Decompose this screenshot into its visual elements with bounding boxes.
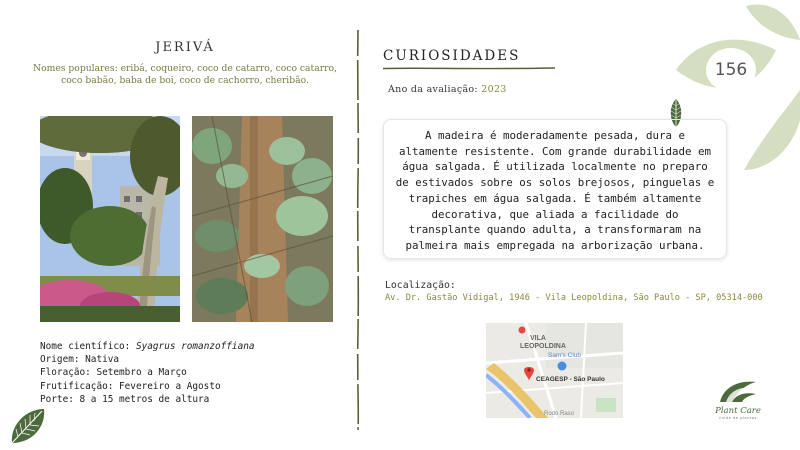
brand-tagline: cuide de plantas <box>719 416 757 420</box>
tree-photo <box>40 116 180 322</box>
title-underline <box>383 67 555 70</box>
vertical-divider <box>356 30 360 430</box>
map-marker-label: CEAGESP - São Paulo <box>536 376 605 383</box>
brand-logo <box>703 378 773 420</box>
species-facts <box>40 340 255 406</box>
flowering: Floração: Setembro a Março <box>40 367 187 379</box>
brand-name: Plant Care <box>715 406 761 416</box>
map-road-label: Rodo Raso <box>544 411 575 417</box>
size: Porte: 8 a 15 metros de altura <box>40 393 210 405</box>
location-map[interactable] <box>486 323 623 418</box>
popular-names: Nomes populares: eribá, coqueiro, coco de catarro, coco catarro, coco babão, baba de boi, coco de cachorro, cheribão. <box>33 63 337 86</box>
location-label: Localização: <box>385 280 456 291</box>
leaf-icon <box>8 405 48 447</box>
fruiting: Frutificação: Fevereiro a Agosto <box>40 380 221 392</box>
poi-marker-icon[interactable] <box>519 327 526 334</box>
map-poi-label: Sam's Club <box>548 352 582 359</box>
map-district-line2: LEOPOLDINA <box>520 343 566 350</box>
curiosities-title: CURIOSIDADES <box>383 48 521 64</box>
species-title: JERIVÁ <box>155 40 215 55</box>
evaluation-year: Ano da avaliação: 2023 <box>388 84 507 95</box>
scientific-name: Nome científico: Syagrus romanzoffiana <box>40 341 255 352</box>
map-district-line1: VILA <box>530 335 546 342</box>
evaluation-year-value: 2023 <box>481 84 507 95</box>
origin: Origem: Nativa <box>40 354 120 366</box>
page-number-badge: 156 <box>706 48 756 92</box>
scientific-name-value: Syagrus romanzoffiana <box>135 341 255 352</box>
trunk-photo <box>192 116 333 322</box>
store-marker-icon[interactable] <box>558 362 567 371</box>
curiosities-text: A madeira é moderadamente pesada, dura e altamente resistente. Com grande durabilidade em água salgada. É utilizada localmente no preparo de estivados sobre os solos brejosos, pinguelas e trapiches em água salgada. É também altamente decorativa, que aliada a facilidade do transplante quando adulta, a transformaram na palmeira mais empregada na arborização urbana. <box>383 119 727 259</box>
species-header <box>30 40 340 87</box>
location-address: Av. Dr. Gastão Vidigal, 1946 - Vila Leopoldina, São Paulo - SP, 05314-000 <box>385 293 763 303</box>
plant-care-logo-icon <box>716 378 760 404</box>
